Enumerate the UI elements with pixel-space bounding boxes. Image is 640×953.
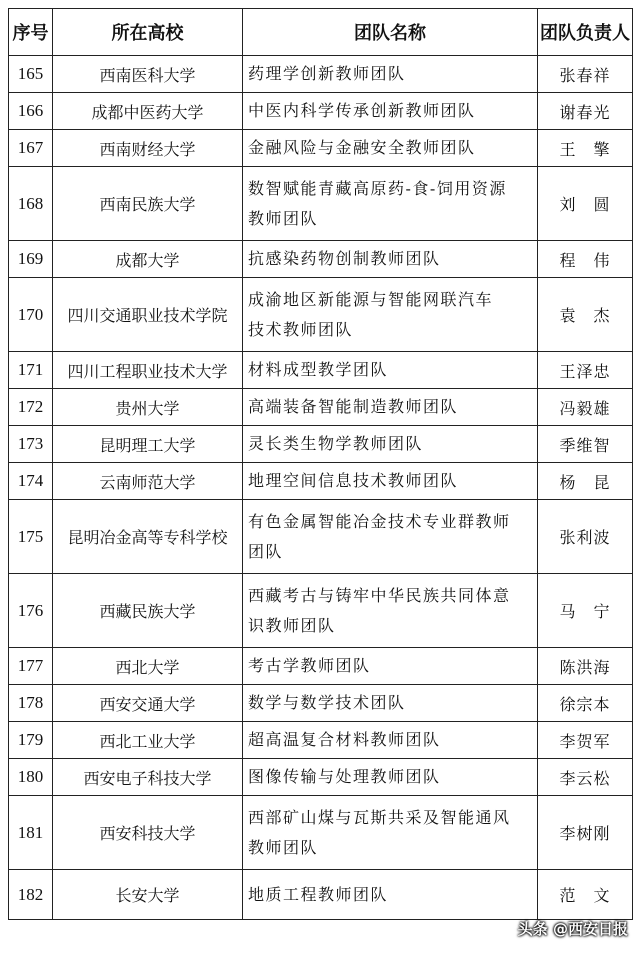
team-name-line: 成渝地区新能源与智能网联汽车 xyxy=(248,289,494,309)
row-leader: 李树刚 xyxy=(538,796,633,870)
row-leader: 冯毅雄 xyxy=(538,389,633,426)
row-team xyxy=(243,241,538,278)
team-name-line: 数学与数学技术团队 xyxy=(248,693,406,712)
row-leader: 刘 圆 xyxy=(538,167,633,241)
row-seq: 173 xyxy=(9,426,53,463)
row-team xyxy=(243,648,538,685)
row-team xyxy=(243,167,538,241)
row-team xyxy=(243,574,538,648)
table-row xyxy=(9,278,633,352)
row-university: 西南医科大学 xyxy=(53,56,243,93)
table-row xyxy=(9,759,633,796)
team-name-line: 药理学创新教师团队 xyxy=(248,64,406,83)
row-seq: 180 xyxy=(9,759,53,796)
row-seq: 181 xyxy=(9,796,53,870)
row-university: 西北大学 xyxy=(53,648,243,685)
row-leader: 张利波 xyxy=(538,500,633,574)
team-name-line: 金融风险与金融安全教师团队 xyxy=(248,138,476,157)
table-row xyxy=(9,463,633,500)
row-leader: 程 伟 xyxy=(538,241,633,278)
row-leader: 王泽忠 xyxy=(538,352,633,389)
row-university: 四川交通职业技术学院 xyxy=(53,278,243,352)
row-seq: 171 xyxy=(9,352,53,389)
row-seq: 167 xyxy=(9,130,53,167)
team-table xyxy=(8,8,633,920)
table-row xyxy=(9,389,633,426)
row-leader: 李云松 xyxy=(538,759,633,796)
row-team xyxy=(243,93,538,130)
row-leader: 谢春光 xyxy=(538,93,633,130)
team-name-line: 图像传输与处理教师团队 xyxy=(248,767,441,786)
team-name-line: 技术教师团队 xyxy=(248,319,354,339)
row-university: 云南师范大学 xyxy=(53,463,243,500)
row-university: 四川工程职业技术大学 xyxy=(53,352,243,389)
row-team xyxy=(243,759,538,796)
row-university: 西安电子科技大学 xyxy=(53,759,243,796)
table-row xyxy=(9,722,633,759)
row-university: 昆明理工大学 xyxy=(53,426,243,463)
row-seq: 172 xyxy=(9,389,53,426)
team-name-line: 数智赋能青藏高原药-食-饲用资源 xyxy=(248,178,507,198)
row-university: 昆明冶金高等专科学校 xyxy=(53,500,243,574)
table-row xyxy=(9,870,633,920)
header-seq: 序号 xyxy=(9,9,53,56)
watermark-label: 头条 @西安日报 xyxy=(517,920,628,938)
row-seq: 174 xyxy=(9,463,53,500)
row-leader: 季维智 xyxy=(538,426,633,463)
header-leader: 团队负责人 xyxy=(538,9,633,56)
row-leader: 袁 杰 xyxy=(538,278,633,352)
row-leader: 马 宁 xyxy=(538,574,633,648)
row-university: 西北工业大学 xyxy=(53,722,243,759)
team-name-line: 教师团队 xyxy=(248,837,319,857)
table-row xyxy=(9,648,633,685)
team-name-line: 抗感染药物创制教师团队 xyxy=(248,249,441,268)
team-name-line: 识教师团队 xyxy=(248,615,336,635)
row-seq: 170 xyxy=(9,278,53,352)
row-team xyxy=(243,722,538,759)
team-name-line: 中医内科学传承创新教师团队 xyxy=(248,101,476,120)
row-leader: 杨 昆 xyxy=(538,463,633,500)
row-leader: 王 擎 xyxy=(538,130,633,167)
row-seq: 182 xyxy=(9,870,53,920)
table-header-row xyxy=(9,9,633,56)
row-seq: 178 xyxy=(9,685,53,722)
row-leader: 陈洪海 xyxy=(538,648,633,685)
row-team xyxy=(243,870,538,920)
team-name-line: 地理空间信息技术教师团队 xyxy=(248,471,459,490)
row-team xyxy=(243,56,538,93)
team-name-line: 地质工程教师团队 xyxy=(248,884,389,904)
team-name-line: 团队 xyxy=(248,541,284,561)
row-team xyxy=(243,426,538,463)
row-team xyxy=(243,685,538,722)
row-team xyxy=(243,500,538,574)
row-seq: 169 xyxy=(9,241,53,278)
row-university: 西安交通大学 xyxy=(53,685,243,722)
row-seq: 165 xyxy=(9,56,53,93)
row-leader: 范 文 xyxy=(538,870,633,920)
row-team xyxy=(243,130,538,167)
table-row xyxy=(9,426,633,463)
team-list-document xyxy=(8,8,632,920)
table-row xyxy=(9,796,633,870)
row-team xyxy=(243,278,538,352)
table-body xyxy=(9,56,633,920)
row-university: 长安大学 xyxy=(53,870,243,920)
table-row xyxy=(9,500,633,574)
team-name-line: 材料成型教学团队 xyxy=(248,360,389,379)
row-university: 西藏民族大学 xyxy=(53,574,243,648)
row-seq: 177 xyxy=(9,648,53,685)
row-leader: 张春祥 xyxy=(538,56,633,93)
team-name-line: 灵长类生物学教师团队 xyxy=(248,434,424,453)
team-name-line: 超高温复合材料教师团队 xyxy=(248,730,441,749)
row-university: 西南民族大学 xyxy=(53,167,243,241)
team-name-line: 考古学教师团队 xyxy=(248,656,371,675)
row-university: 西南财经大学 xyxy=(53,130,243,167)
header-university: 所在高校 xyxy=(53,9,243,56)
row-team xyxy=(243,796,538,870)
row-team xyxy=(243,389,538,426)
table-row xyxy=(9,56,633,93)
team-name-line: 高端装备智能制造教师团队 xyxy=(248,397,459,416)
row-seq: 179 xyxy=(9,722,53,759)
row-seq: 176 xyxy=(9,574,53,648)
header-team: 团队名称 xyxy=(243,9,538,56)
row-university: 西安科技大学 xyxy=(53,796,243,870)
team-name-line: 西藏考古与铸牢中华民族共同体意 xyxy=(248,585,511,605)
table-row xyxy=(9,352,633,389)
row-seq: 168 xyxy=(9,167,53,241)
row-university: 成都中医药大学 xyxy=(53,93,243,130)
row-team xyxy=(243,352,538,389)
row-seq: 175 xyxy=(9,500,53,574)
table-row xyxy=(9,93,633,130)
table-row xyxy=(9,241,633,278)
row-team xyxy=(243,463,538,500)
row-university: 成都大学 xyxy=(53,241,243,278)
table-row xyxy=(9,574,633,648)
table-row xyxy=(9,167,633,241)
team-name-line: 有色金属智能冶金技术专业群教师 xyxy=(248,511,511,531)
row-leader: 李贺军 xyxy=(538,722,633,759)
team-name-line: 教师团队 xyxy=(248,208,319,228)
table-row xyxy=(9,685,633,722)
row-leader: 徐宗本 xyxy=(538,685,633,722)
team-name-line: 西部矿山煤与瓦斯共采及智能通风 xyxy=(248,807,511,827)
table-row xyxy=(9,130,633,167)
row-seq: 166 xyxy=(9,93,53,130)
row-university: 贵州大学 xyxy=(53,389,243,426)
